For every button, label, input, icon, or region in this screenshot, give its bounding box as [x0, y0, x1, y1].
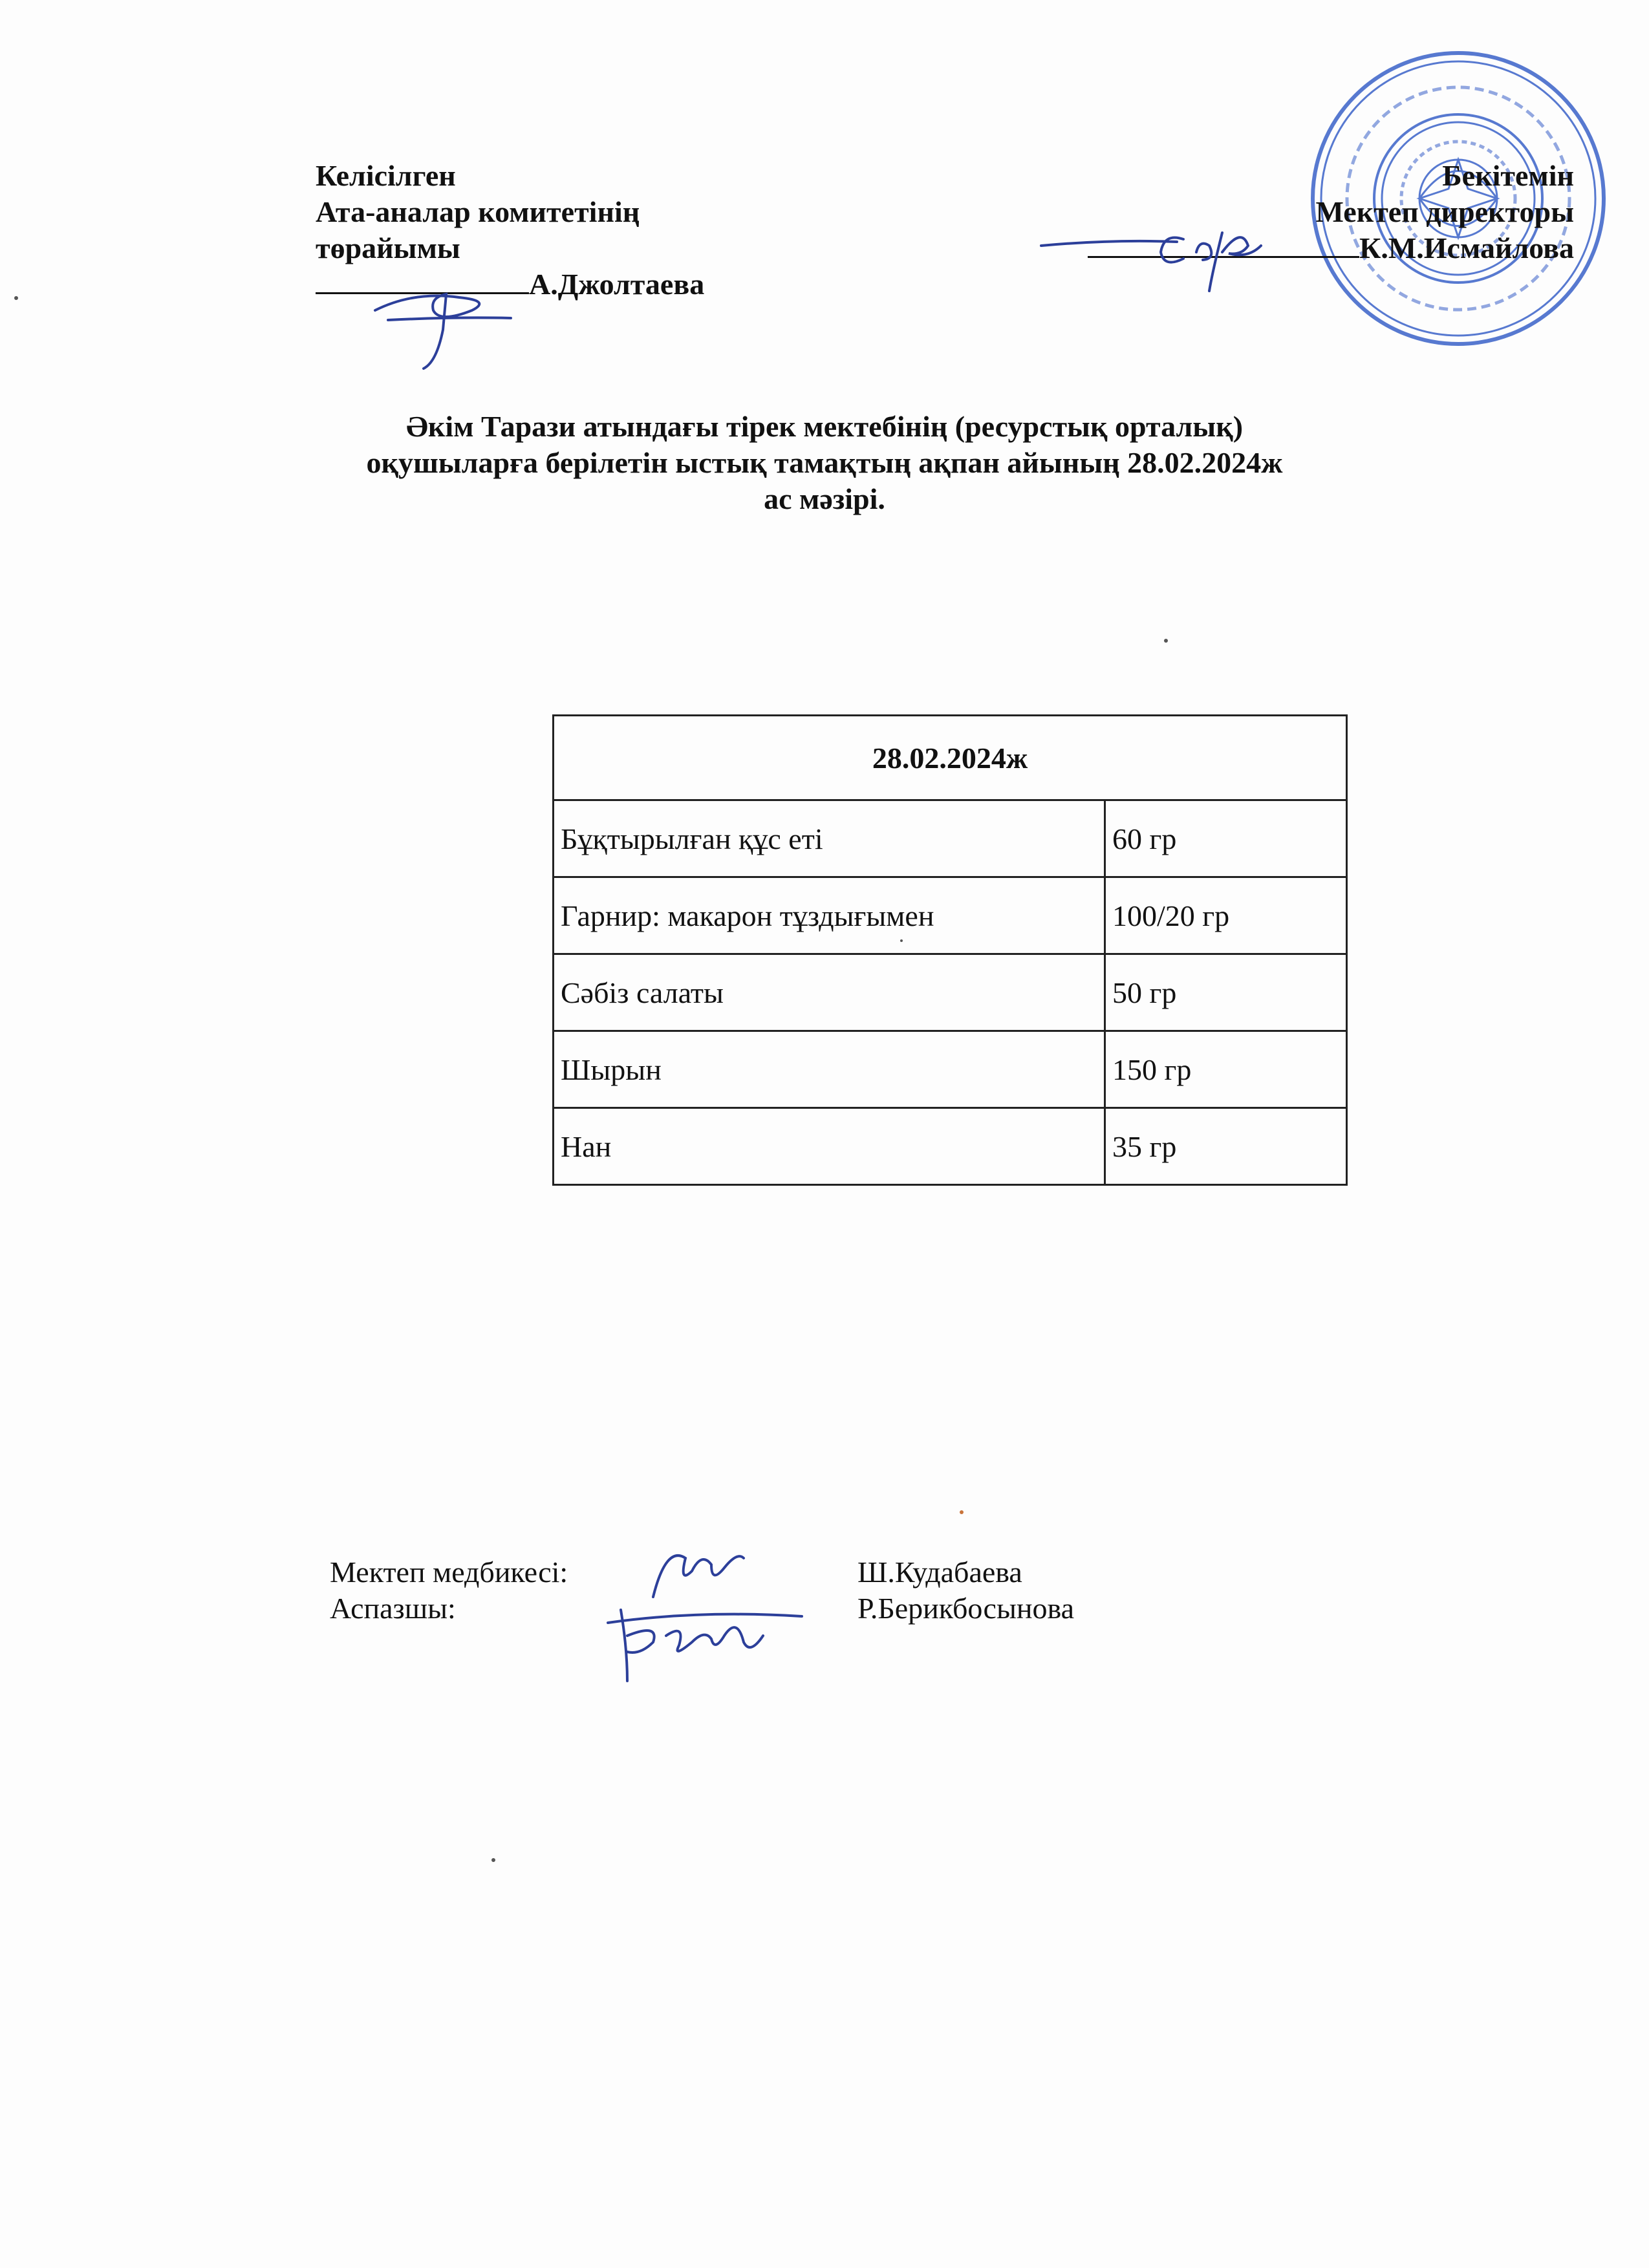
- table-header-row: [554, 716, 1347, 800]
- nurse-name: Ш.Кудабаева: [857, 1556, 1022, 1589]
- scan-speck: [1164, 639, 1168, 643]
- table-row: [554, 954, 1347, 1031]
- cook-signature: [601, 1597, 808, 1694]
- menu-item: Гарнир: макарон тұздығымен: [554, 877, 1105, 954]
- table-row: [554, 1108, 1347, 1185]
- director-label: Мектеп директоры: [1315, 195, 1574, 228]
- agreed-signer-name: А.Джолтаева: [529, 268, 705, 301]
- scan-speck: [491, 1858, 495, 1862]
- menu-amount: 35 гр: [1105, 1108, 1347, 1185]
- menu-date-header: 28.02.2024ж: [554, 716, 1347, 800]
- title-line-1: Әкім Тарази атындағы тірек мектебінің (ресурстық орталық): [405, 410, 1244, 443]
- menu-table: [552, 714, 1348, 1186]
- menu-item: Бұқтырылған құс еті: [554, 800, 1105, 877]
- agreed-signature-row: [316, 266, 704, 303]
- approve-signature-row: [1088, 230, 1574, 266]
- document-title: [0, 409, 1649, 517]
- cook-name: Р.Берикбосынова: [857, 1592, 1075, 1625]
- table-row: [554, 1031, 1347, 1108]
- title-line-3: ас мәзірі.: [764, 482, 885, 515]
- signature-line: [1088, 230, 1359, 258]
- scan-speck: [900, 939, 903, 942]
- menu-item: Шырын: [554, 1031, 1105, 1108]
- menu-amount: 50 гр: [1105, 954, 1347, 1031]
- table-row: [554, 800, 1347, 877]
- parent-committee-label: Ата-аналар комитетінің: [316, 195, 640, 228]
- scan-speck: [960, 1510, 964, 1514]
- menu-amount: 100/20 гр: [1105, 877, 1347, 954]
- menu-item: Сәбіз салаты: [554, 954, 1105, 1031]
- approve-block: [1088, 158, 1574, 266]
- agreed-label: Келісілген: [316, 159, 456, 192]
- chairwoman-label: төрайымы: [316, 231, 460, 264]
- agreed-block: [316, 158, 704, 303]
- title-line-2: оқушыларға берілетін ыстық тамақтың ақпан айының 28.02.2024ж: [366, 446, 1283, 479]
- cook-label: Аспазшы:: [330, 1592, 456, 1625]
- menu-amount: 60 гр: [1105, 800, 1347, 877]
- signature-line: [316, 266, 529, 294]
- menu-amount: 150 гр: [1105, 1031, 1347, 1108]
- nurse-signature: [640, 1532, 757, 1610]
- approve-label: Бекітемін: [1442, 159, 1574, 192]
- approve-signer-name: К.М.Исмайлова: [1359, 231, 1574, 264]
- scan-speck: [14, 296, 18, 300]
- menu-item: Нан: [554, 1108, 1105, 1185]
- nurse-label: Мектеп медбикесі:: [330, 1556, 568, 1589]
- table-row: [554, 877, 1347, 954]
